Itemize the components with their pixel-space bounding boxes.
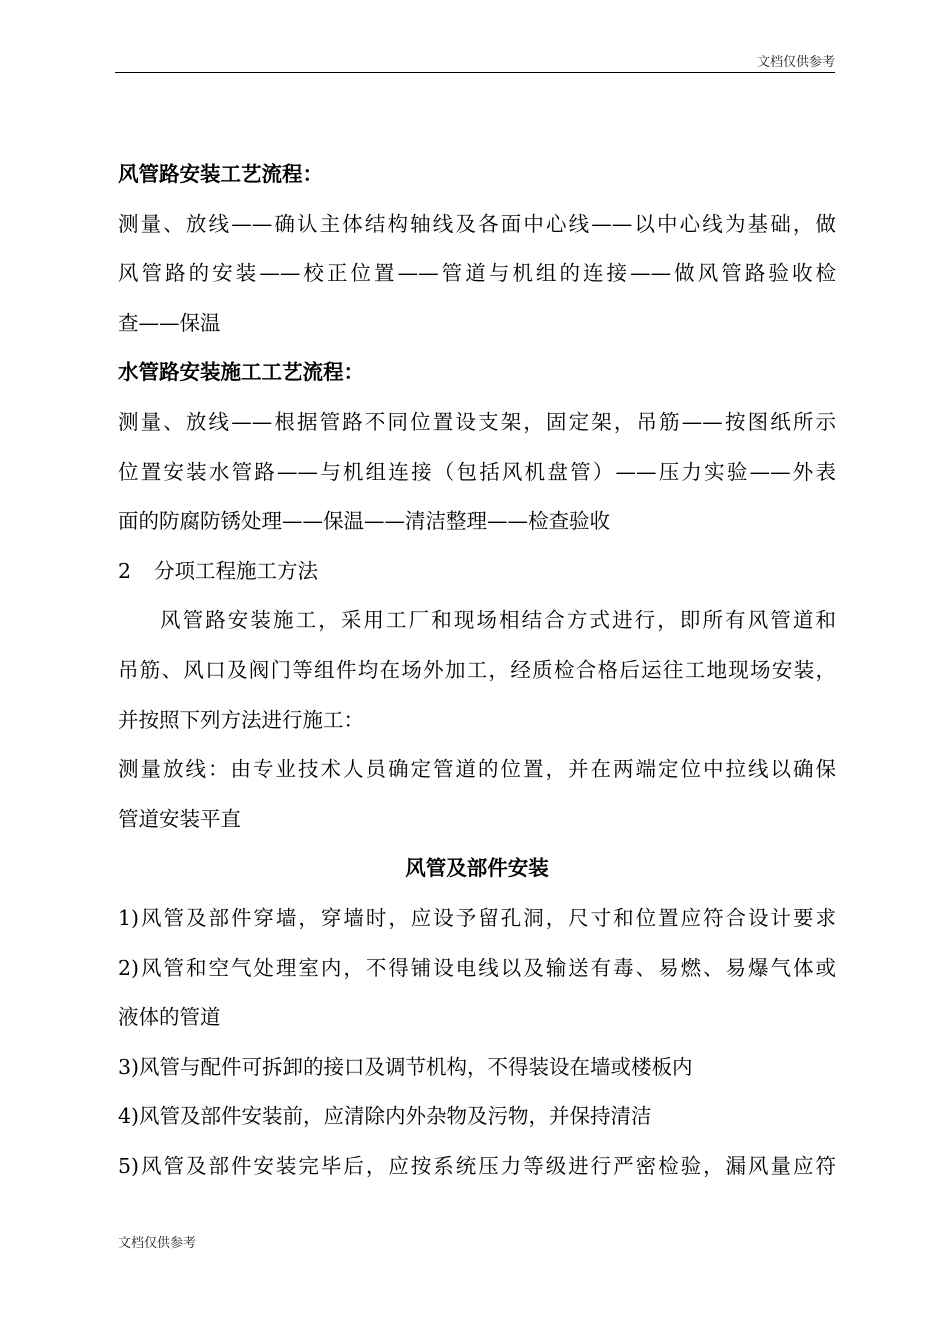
survey-paragraph-line-2: 管道安装平直 <box>118 806 241 831</box>
method-paragraph-line-2: 吊筋、风口及阀门等组件均在场外加工，经质检合格后运往工地现场安装， <box>118 657 836 682</box>
method-paragraph-line-1: 风管路安装施工，采用工厂和现场相结合方式进行，即所有风管道和 <box>160 608 836 633</box>
section-title: 分项工程施工方法 <box>154 558 318 583</box>
heading-air-duct-process: 风管路安装工艺流程： <box>118 162 323 186</box>
list-item-2: 2)风管和空气处理室内，不得铺设电线以及输送有毒、易燃、易爆气体或 <box>118 955 836 980</box>
header-note: 文档仅供参考 <box>756 55 835 70</box>
section-heading <box>118 547 836 597</box>
air-flow-line-3: 查——保温 <box>118 310 221 335</box>
footer-note: 文档仅供参考 <box>118 1236 197 1251</box>
air-flow-line-2: 风管路的安装——校正位置——管道与机组的连接——做风管路验收检 <box>118 261 836 286</box>
survey-paragraph-line-1: 测量放线：由专业技术人员确定管道的位置，并在两端定位中拉线以确保 <box>118 757 836 782</box>
method-paragraph-line-3: 并按照下列方法进行施工： <box>118 707 364 732</box>
water-flow-line-2: 位置安装水管路——与机组连接（包括风机盘管）——压力实验——外表 <box>118 459 836 484</box>
heading-water-pipe-process: 水管路安装施工工艺流程： <box>118 360 364 385</box>
header-divider <box>115 72 835 73</box>
list-item-2-continued: 液体的管道 <box>118 1005 221 1030</box>
water-flow-line-1: 测量、放线——根据管路不同位置设支架，固定架，吊筋——按图纸所示 <box>118 409 836 434</box>
air-flow-line-1: 测量、放线——确认主体结构轴线及各面中心线——以中心线为基础，做 <box>118 211 836 236</box>
section-number: 2 <box>118 558 132 583</box>
list-item-1: 1)风管及部件穿墙，穿墙时，应设予留孔洞，尺寸和位置应符合设计要求 <box>118 905 836 930</box>
list-item-4: 4)风管及部件安装前，应清除内外杂物及污物，并保持清洁 <box>118 1104 652 1129</box>
list-item-5: 5)风管及部件安装完毕后，应按系统压力等级进行严密检验，漏风量应符 <box>118 1153 836 1178</box>
list-item-3: 3)风管与配件可拆卸的接口及调节机构，不得装设在墙或楼板内 <box>118 1054 693 1079</box>
document-body <box>118 150 836 1191</box>
water-flow-line-3: 面的防腐防锈处理——保温——清洁整理——检查验收 <box>118 509 610 534</box>
subheading-duct-components: 风管及部件安装 <box>405 856 549 881</box>
